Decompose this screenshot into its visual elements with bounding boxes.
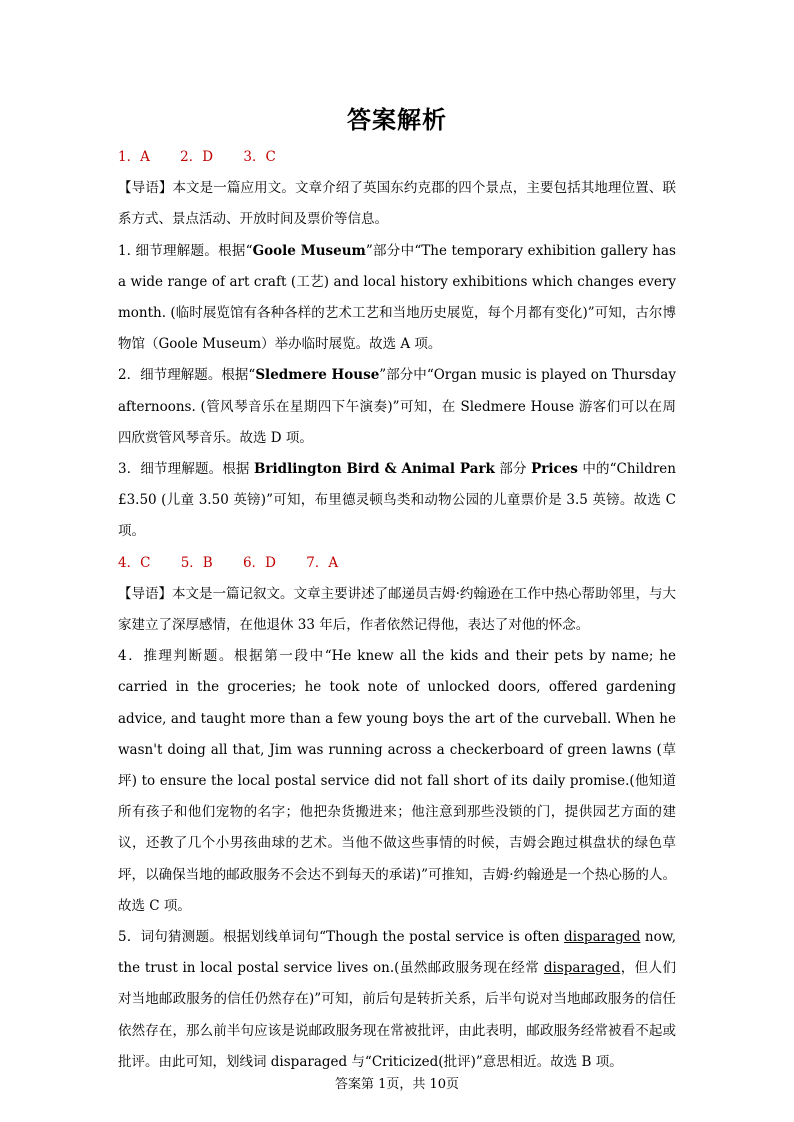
underlined-word: disparaged — [543, 960, 621, 977]
answer-item: 1．A — [118, 149, 150, 165]
explanation-q5 — [118, 922, 676, 1078]
q2-section-name: Sledmere House — [255, 367, 380, 384]
q2-text-post: ”部分中“Organ music is played on Thursday afternoons. (管风琴音乐在星期四下午演奏)”可知，在 Sledmere House 游客们可以在周四欣赏管风琴音乐。故选 D 项。 — [118, 367, 676, 446]
q1-section-name: Goole Museum — [252, 242, 366, 259]
guide-paragraph-2: 【导语】本文是一篇记叙文。文章主要讲述了邮递员吉姆·约翰逊在工作中热心帮助邻里，与大家建立了深厚感情，在他退休 33 年后，作者依然记得他，表达了对他的怀念。 — [118, 585, 676, 634]
answer-item: 5．B — [180, 554, 213, 571]
explanation-q3 — [118, 454, 676, 548]
q2-text-pre: 2．细节理解题。根据“ — [118, 367, 256, 384]
q3-text-post: 中的“Children £3.50 (儿童 3.50 英镑)”可知，布里德灵顿鸟类和动物公园的儿童票价是 3.5 英镑。故选 C 项。 — [118, 461, 676, 540]
answer-item: 3．C — [243, 149, 276, 165]
q5-text-pre: 5．词句猜测题。根据划线单词句“Though the postal service is often — [118, 929, 565, 946]
answer-content — [118, 142, 676, 1078]
answer-key-row-2 — [118, 548, 676, 579]
underlined-word: disparaged — [564, 929, 641, 946]
q3-text-mid: 部分 — [494, 461, 532, 478]
q5-text-post: ，但人们对当地邮政服务的信任仍然存在)”可知，前后句是转折关系，后半句说对当地邮政服务的信任依然存在，那么前半句应该是说邮政服务现在常被批评，由此表明，邮政服务经常被看不起或批评。由此可知，划线词 disparaged 与“Criticized(批评)”意思相近。故选 B 项。 — [118, 960, 676, 1070]
explanation-q1 — [118, 236, 676, 361]
answer-item: 2．D — [180, 149, 214, 165]
q3-subsection-name: Prices — [531, 461, 578, 478]
answer-item: 4．C — [118, 554, 151, 571]
page-title: 答案解析 — [347, 105, 447, 134]
q1-text-post: ”部分中“The temporary exhibition gallery has a wide range of art craft (工艺) and local history exhibitions which changes every month. (临时展览馆有各种各样的艺术工艺和当地历史展览，每个月都有变化)”可知，古尔博物馆（Goole Museum）举办临时展览。故选 A 项。 — [118, 242, 676, 353]
guide-paragraph-1: 【导语】本文是一篇应用文。文章介绍了英国东约克郡的四个景点，主要包括其地理位置、联系方式、景点活动、开放时间及票价等信息。 — [118, 180, 676, 228]
q5-text-mid: now, the trust in local postal service lives on.(虽然邮政服务现在经常 — [118, 929, 677, 977]
answer-key-row-1 — [118, 142, 676, 173]
explanation-q2 — [118, 360, 676, 454]
answer-item: 6．D — [243, 554, 276, 571]
explanation-q4: 4．推理判断题。根据第一段中“He knew all the kids and their pets by name; he carried in the groceries; he took note of unlocked doors, offered gardening advice, and taught more than a few young boys the art of the curveball. When he wasn't doing all that, Jim was running across a checkerboard of green lawns (草坪) to ensure the local postal service did not fall short of its daily promise.(他知道所有孩子和他们宠物的名字；他把杂货搬进来；他注意到那些没锁的门，提供园艺方面的建议，还教了几个小男孩曲球的艺术。当他不做这些事情的时候，吉姆会跑过棋盘状的绿色草坪，以确保当地的邮政服务不会达不到每天的承诺)”可推知，吉姆·约翰逊是一个热心肠的人。故选 C 项。 — [118, 648, 676, 914]
page-footer: 答案第 1页，共 10页 — [334, 1077, 460, 1092]
q1-text-pre: 1. 细节理解题。根据“ — [118, 242, 253, 259]
q3-section-name: Bridlington Bird & Animal Park — [254, 461, 495, 478]
answer-item: 7．A — [306, 554, 339, 571]
q3-text-pre: 3．细节理解题。根据 — [118, 461, 254, 478]
